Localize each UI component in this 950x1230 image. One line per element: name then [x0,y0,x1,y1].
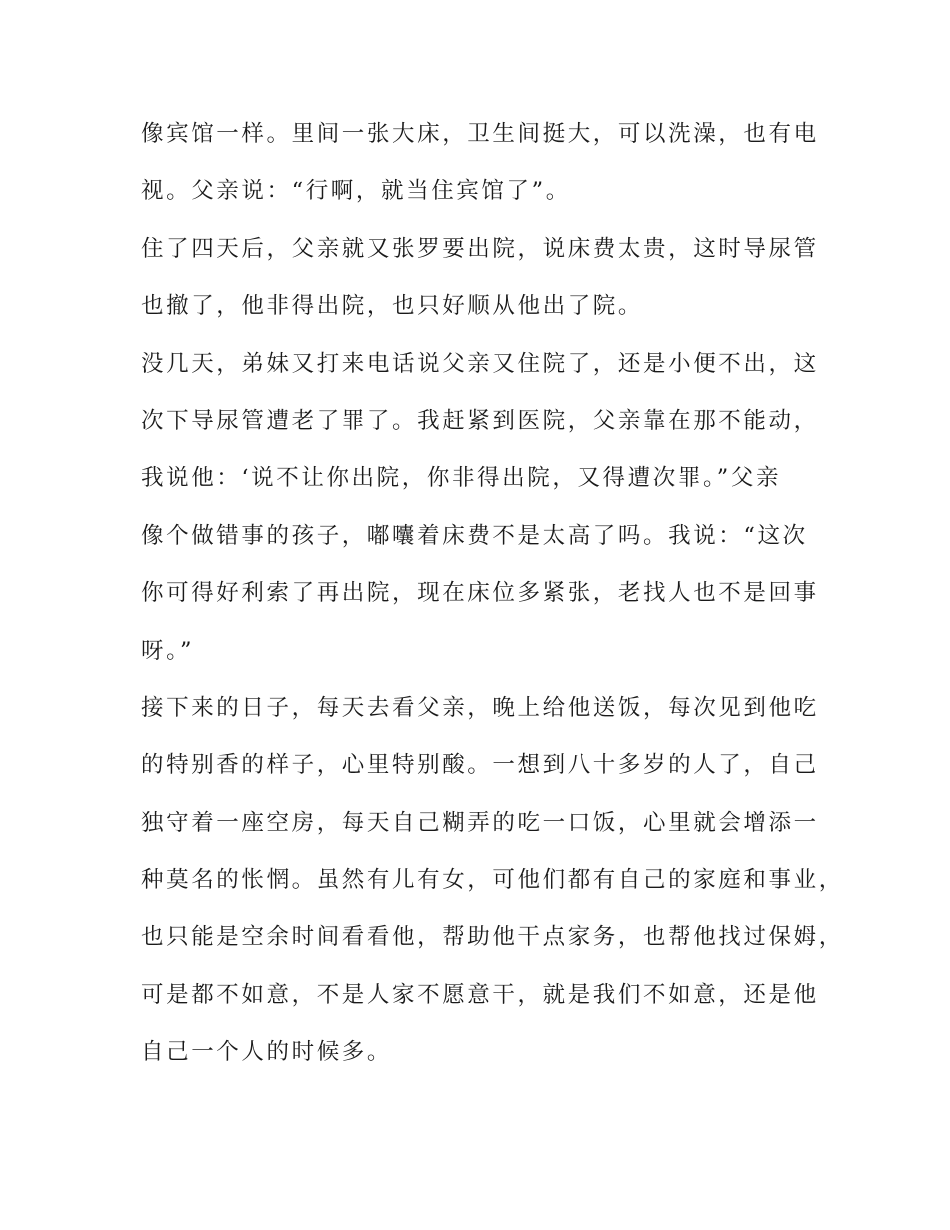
text-line: 独守着一座空房，每天自己糊弄的吃一口饭，心里就会增添一 [141,809,819,836]
text-line: 次下导尿管遭老了罪了。我赶紧到医院，父亲靠在那不能动， [141,407,819,434]
text-line: 接下来的日子，每天去看父亲，晚上给他送饭，每次见到他吃 [141,694,819,721]
text-line: 没几天，弟妹又打来电话说父亲又住院了，还是小便不出，这 [141,350,819,377]
text-line: 我说他：‘说不让你出院，你非得出院，又得遭次罪。”父亲 [141,465,782,492]
text-line: 也撤了，他非得出院，也只好顺从他出了院。 [141,293,644,320]
text-line: 可是都不如意，不是人家不愿意干，就是我们不如意，还是他 [141,981,819,1008]
text-line: 像宾馆一样。里间一张大床，卫生间挺大，可以洗澡，也有电 [141,121,819,147]
text-line: 的特别香的样子，心里特别酸。一想到八十多岁的人了，自己 [141,752,819,779]
text-line: 视。父亲说：“行啊，就当住宾馆了”。 [141,178,571,205]
text-line: 像个做错事的孩子，嘟囔着床费不是太高了吗。我说：“这次 [141,522,808,549]
text-line: 种莫名的怅惘。虽然有儿有女，可他们都有自己的家庭和事业， [141,867,844,894]
text-line: 也只能是空余时间看看他，帮助他干点家务，也帮他找过保姆， [141,924,844,951]
text-line: 你可得好利索了再出院，现在床位多紧张，老找人也不是回事 [141,580,819,607]
text-line: 呀。” [141,637,195,664]
text-line: 自己一个人的时候多。 [141,1039,393,1066]
body-text [141,106,844,1082]
text-line: 住了四天后，父亲就又张罗要出院，说床费太贵，这时导尿管 [141,235,819,262]
